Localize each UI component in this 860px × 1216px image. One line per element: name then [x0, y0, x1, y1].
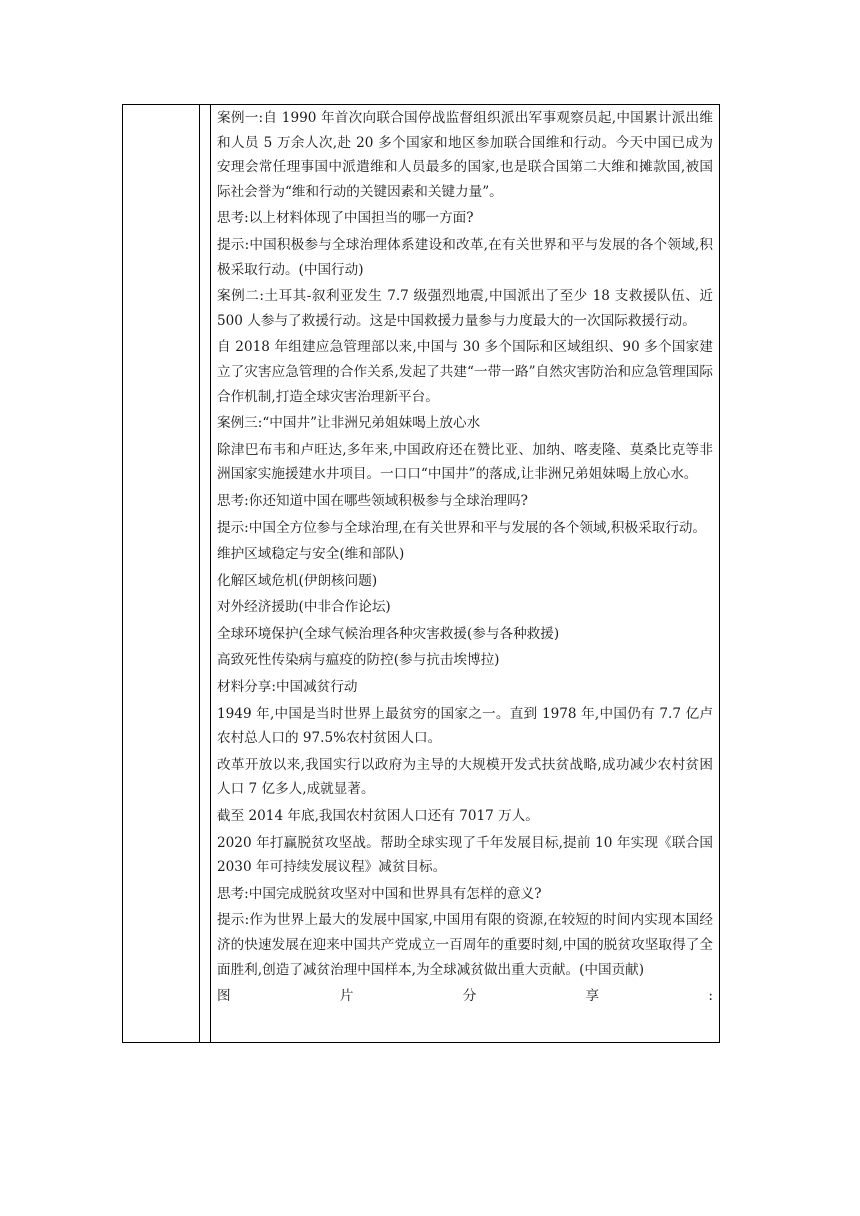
content-cell: [217, 106, 713, 1008]
poverty-2014-paragraph: 截至 2014 年底,我国农村贫困人口还有 7017 万人。: [217, 808, 539, 825]
hint1-paragraph: 提示:中国积极参与全球治理体系建设和改革,在有关世界和平与发展的各个领域,积极采取行动。(中国行动): [217, 236, 713, 278]
column-divider-2: [210, 105, 211, 1042]
area-item-1: 维护区域稳定与安全(维和部队): [217, 546, 405, 563]
area-item-5: 高致死性传染病与瘟疫的防控(参与抗击埃博拉): [217, 652, 500, 669]
area-item-2: 化解区域危机(伊朗核问题): [217, 572, 378, 589]
image-share-char-3: 分: [462, 988, 477, 1005]
image-share-line: [217, 984, 713, 1008]
hint3-paragraph: 提示:作为世界上最大的发展中国家,中国用有限的资源,在较短的时间内实现本国经济的快速发展在迎来中国共产党成立一百周年的重要时刻,中国的脱贫攻坚取得了全面胜利,创造了减贫治理中国样本,为全球减贫做出重大贡献。(中国贡献): [217, 912, 713, 978]
think2-paragraph: 思考:你还知道中国在哪些领域积极参与全球治理吗?: [217, 492, 528, 509]
poverty-2020-paragraph: 2020 年打赢脱贫攻坚战。帮助全球实现了千年发展目标,提前 10 年实现《联合国 2030 年可持续发展议程》减贫目标。: [217, 834, 713, 876]
column-divider-1: [199, 105, 200, 1042]
think3-paragraph: 思考:中国完成脱贫攻坚对中国和世界具有怎样的意义?: [217, 885, 542, 902]
think1-paragraph: 思考:以上材料体现了中国担当的哪一方面?: [217, 210, 474, 227]
case3-title: 案例三:“中国井”让非洲兄弟姐妹喝上放心水: [217, 415, 481, 432]
hint2-paragraph: 提示:中国全方位参与全球治理,在有关世界和平与发展的各个领域,积极采取行动。: [217, 519, 707, 536]
case1-paragraph: 案例一:自 1990 年首次向联合国停战监督组织派出军事观察员起,中国累计派出维和人员 5 万余人次,赴 20 多个国家和地区参加联合国维和行动。今天中国已成为安理会常任理事国中派遣维和人员最多的国家,也是联合国第二大维和摊款国,被国际社会誉为“维和行动的关键因素和关键力量”。: [217, 110, 713, 200]
area-item-4: 全球环境保护(全球气候治理各种灾害救援(参与各种救援): [217, 625, 560, 642]
image-share-char-4: 享: [585, 988, 600, 1005]
image-share-char-5: :: [708, 988, 713, 1005]
case2-paragraph: 案例二:土耳其-叙利亚发生 7.7 级强烈地震,中国派出了至少 18 支救援队伍、近 500 人参与了救援行动。这是中国救援力量参与力度最大的一次国际救援行动。: [217, 288, 713, 329]
reform-paragraph: 改革开放以来,我国实行以政府为主导的大规模开发式扶贫战略,成功减少农村贫困人口 7 亿多人,成就显著。: [217, 756, 713, 798]
emergency-paragraph: 自 2018 年组建应急管理部以来,中国与 30 多个国际和区域组织、90 多个国家建立了灾害应急管理的合作关系,发起了共建“一带一路”自然灾害防治和应急管理国际合作机制,打造全球灾害治理新平台。: [217, 339, 713, 405]
image-share-char-2: 片: [339, 988, 354, 1005]
area-item-3: 对外经济援助(中非合作论坛): [217, 599, 391, 616]
material-share-title: 材料分享:中国减贫行动: [217, 679, 358, 696]
poverty-1949-paragraph: 1949 年,中国是当时世界上最贫穷的国家之一。直到 1978 年,中国仍有 7.7 亿卢农村总人口的 97.5%农村贫困人口。: [217, 705, 713, 747]
case3-paragraph: 除津巴布韦和卢旺达,多年来,中国政府还在赞比亚、加纳、喀麦隆、莫桑比克等非洲国家实施援建水井项目。一口口“中国井”的落成,让非洲兄弟姐妹喝上放心水。: [217, 441, 713, 483]
image-share-char-1: 图: [217, 988, 231, 1005]
